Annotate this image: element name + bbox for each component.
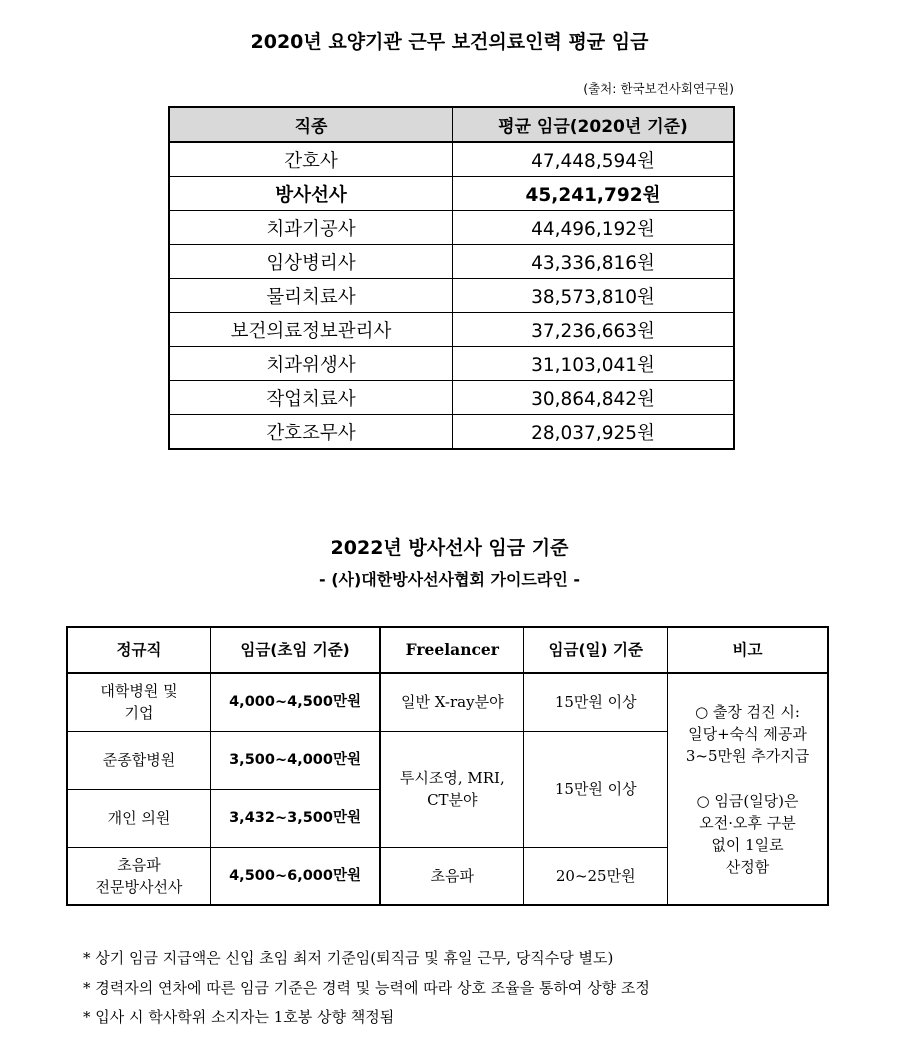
table-row-highlighted — [169, 177, 734, 211]
job-cell: 작업치료사 — [169, 381, 453, 415]
guideline-subtitle: - (사)대한방사선사협회 가이드라인 - — [318, 570, 580, 589]
field-cell: 일반 X-ray분야 — [380, 673, 524, 731]
place-cell: 대학병원 및 기업 — [67, 673, 210, 731]
wage-cell: 28,037,925원 — [453, 415, 735, 450]
table-row — [169, 347, 734, 381]
wage-cell: 47,448,594원 — [453, 142, 735, 177]
salary-2022-table — [66, 626, 829, 906]
header-job: 직종 — [169, 107, 453, 142]
header-average-wage: 평균 임금(2020년 기준) — [453, 107, 735, 142]
remark-daily-wage: ○ 임금(일당)은 오전·오후 구분 없이 1일로 산정함 — [696, 791, 799, 876]
job-cell: 물리치료사 — [169, 279, 453, 313]
source-note: (출처: 한국보건사회연구원) — [583, 81, 734, 96]
wage-cell: 30,864,842원 — [453, 381, 735, 415]
wage-cell: 45,241,792원 — [453, 177, 735, 211]
wage-cell: 37,236,663원 — [453, 313, 735, 347]
job-cell: 방사선사 — [169, 177, 453, 211]
wage-cell: 43,336,816원 — [453, 245, 735, 279]
header-remarks: 비고 — [668, 627, 828, 673]
table-header-row — [169, 107, 734, 142]
place-cell: 초음파 전문방사선사 — [67, 847, 210, 905]
place-cell: 준종합병원 — [67, 731, 210, 789]
salary-2020-table — [168, 106, 735, 450]
field-cell: 초음파 — [380, 847, 524, 905]
place-cell: 개인 의원 — [67, 789, 210, 847]
header-daily-wage: 임금(일) 기준 — [524, 627, 668, 673]
wage-cell: 44,496,192원 — [453, 211, 735, 245]
wage-cell: 38,573,810원 — [453, 279, 735, 313]
header-freelancer: Freelancer — [380, 627, 524, 673]
table-row — [169, 211, 734, 245]
table-header-row — [67, 627, 828, 673]
table-row — [169, 279, 734, 313]
daily-wage-cell: 15만원 이상 — [524, 673, 668, 731]
job-cell: 간호사 — [169, 142, 453, 177]
job-cell: 임상병리사 — [169, 245, 453, 279]
footnote: * 입사 시 학사학위 소지자는 1호봉 상향 책정됨 — [83, 1008, 395, 1026]
table-row — [67, 673, 828, 731]
job-cell: 간호조무사 — [169, 415, 453, 450]
table-row — [169, 245, 734, 279]
wage-cell: 4,000~4,500만원 — [210, 673, 380, 731]
wage-cell: 31,103,041원 — [453, 347, 735, 381]
job-cell: 보건의료정보관리사 — [169, 313, 453, 347]
remark-business-trip: ○ 출장 검진 시: 일당+숙식 제공과 3~5만원 추가지급 — [685, 702, 810, 765]
salary-2022-title: 2022년 방사선사 임금 기준 — [330, 537, 569, 559]
wage-cell: 3,500~4,000만원 — [210, 731, 380, 789]
salary-2020-title: 2020년 요양기관 근무 보건의료인력 평균 임금 — [250, 31, 649, 53]
footnote: * 경력자의 연차에 따른 임금 기준은 경력 및 능력에 따라 상호 조율을 통하여 상향 조정 — [83, 978, 650, 997]
footnote: * 상기 임금 지급액은 신입 초임 최저 기준임(퇴직금 및 휴일 근무, 당직수당 별도) — [83, 949, 614, 967]
table-row — [169, 415, 734, 450]
remarks-cell — [668, 673, 828, 905]
job-cell: 치과기공사 — [169, 211, 453, 245]
header-regular: 정규직 — [67, 627, 210, 673]
footnotes — [83, 944, 863, 1033]
table-row — [169, 313, 734, 347]
table-row — [169, 142, 734, 177]
table-row — [169, 381, 734, 415]
header-regular-wage: 임금(초임 기준) — [210, 627, 380, 673]
field-cell: 투시조영, MRI, CT분야 — [380, 731, 524, 847]
wage-cell: 3,432~3,500만원 — [210, 789, 380, 847]
job-cell: 치과위생사 — [169, 347, 453, 381]
daily-wage-cell: 15만원 이상 — [524, 731, 668, 847]
daily-wage-cell: 20~25만원 — [524, 847, 668, 905]
wage-cell: 4,500~6,000만원 — [210, 847, 380, 905]
